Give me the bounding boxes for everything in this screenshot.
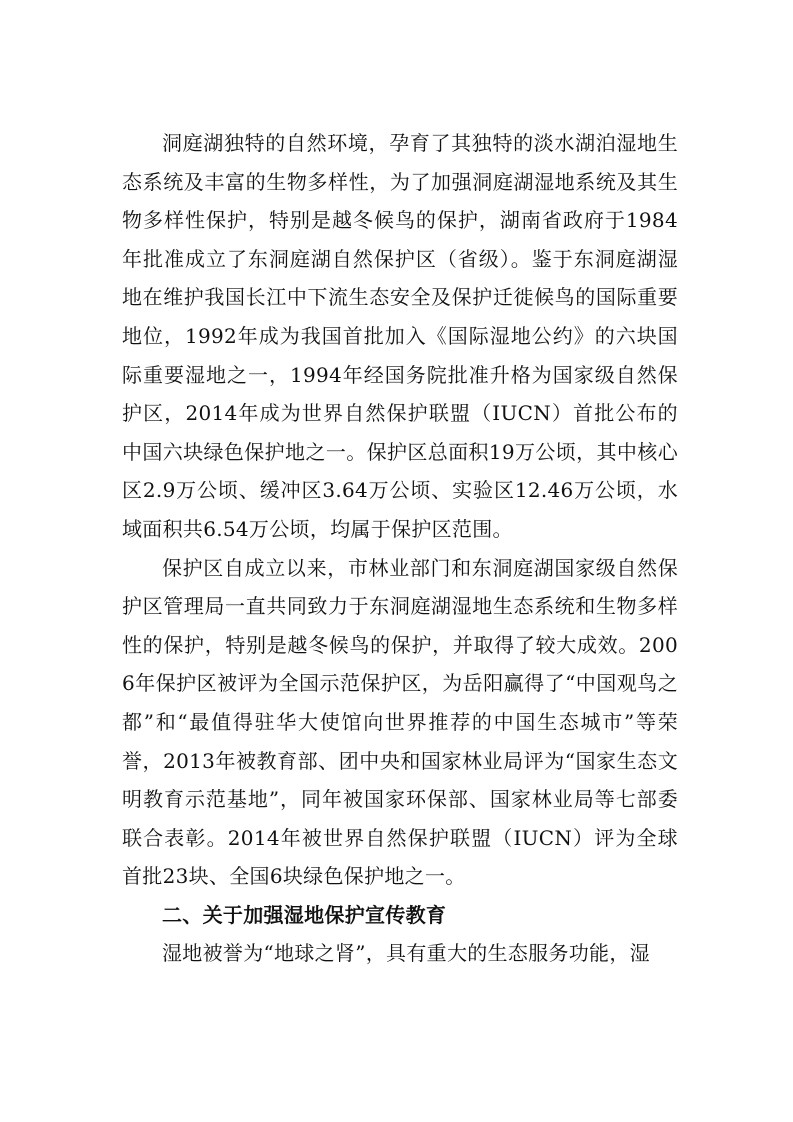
paragraph-reserve-achievements: 保护区自成立以来，市林业部门和东洞庭湖国家级自然保护区管理局一直共同致力于东洞庭湖湿地生态系统和生物多样性的保护，特别是越冬候鸟的保护，并取得了较大成效。2006年保护区被评为全国示范保护区，为岳阳赢得了“中国观鸟之都”和“最值得驻华大使馆向世界推荐的中国生态城市”等荣誉，2013年被教育部、团中央和国家林业局评为“国家生态文明教育示范基地”，同年被国家环保部、国家林业局等七部委联合表彰。2014年被世界自然保护联盟（IUCN）评为全球首批23块、全国6块绿色保护地之一。 bbox=[122, 555, 678, 889]
paragraph-wetland-intro: 湿地被誉为“地球之肾”，具有重大的生态服务功能，湿 bbox=[162, 941, 650, 966]
section-heading-wetland-education: 二、关于加强湿地保护宣传教育 bbox=[162, 902, 447, 927]
paragraph-dongting-reserve-history: 洞庭湖独特的自然环境，孕育了其独特的淡水湖泊湿地生态系统及丰富的生物多样性，为了加强洞庭湖湿地系统及其生物多样性保护，特别是越冬候鸟的保护，湖南省政府于1984年批准成立了东洞庭湖自然保护区（省级）。鉴于东洞庭湖湿地在维护我国长江中下流生态安全及保护迁徙候鸟的国际重要地位，1992年成为我国首批加入《国际湿地公约》的六块国际重要湿地之一，1994年经国务院批准升格为国家级自然保护区，2014年成为世界自然保护联盟（IUCN）首批公布的中国六块绿色保护地之一。保护区总面积19万公顷，其中核心区2.9万公顷、缓冲区3.64万公顷、实验区12.46万公顷，水域面积共6.54万公顷，均属于保护区范围。 bbox=[122, 131, 678, 541]
document-body bbox=[122, 124, 678, 973]
